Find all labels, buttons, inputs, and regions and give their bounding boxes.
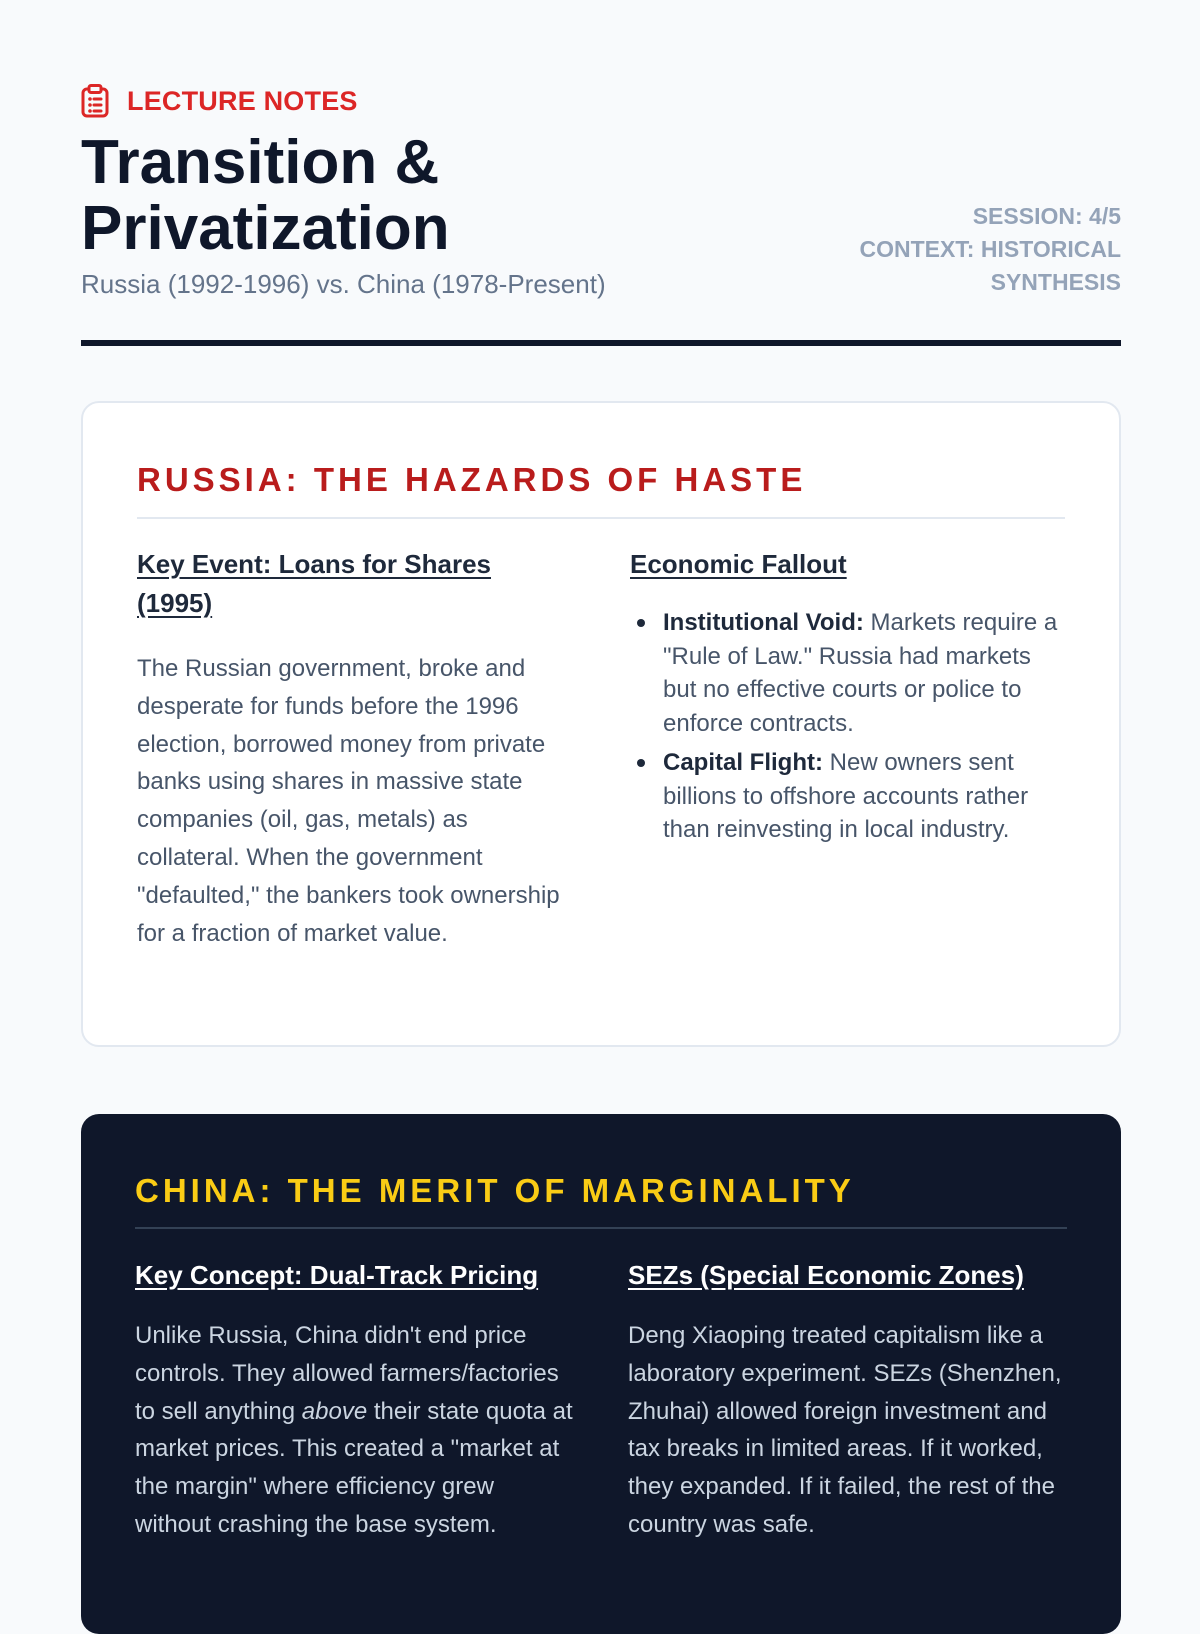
- context-info-line-2: SYNTHESIS: [990, 269, 1121, 295]
- dual-track-text-part-2: their state quota at market prices. This created a "market at the margin" where efficiency grew without crashing the base system.: [135, 1397, 573, 1538]
- china-card: [81, 1114, 1121, 1634]
- china-dual-track-column: [135, 1256, 573, 1544]
- bullet-dot-icon: [637, 619, 645, 627]
- bullet-dot-icon: [637, 759, 645, 767]
- russia-card-title: RUSSIA: THE HAZARDS OF HASTE: [137, 461, 807, 498]
- lecture-notes-label: LECTURE NOTES: [127, 85, 358, 116]
- economic-fallout-heading: Economic Fallout: [630, 549, 847, 579]
- dual-track-heading: Key Concept: Dual-Track Pricing: [135, 1260, 539, 1290]
- russia-divider: [137, 517, 1065, 519]
- session-info: SESSION: 4/5: [972, 203, 1121, 229]
- china-card-title: CHINA: THE MERIT OF MARGINALITY: [135, 1172, 855, 1209]
- key-event-heading: [137, 545, 575, 623]
- key-event-heading-line-2: (1995): [137, 588, 213, 618]
- china-sez-column: [628, 1256, 1066, 1544]
- key-event-text: The Russian government, broke and desperate for funds before the 1996 election, borrowed money from private banks using shares in massive state companies (oil, gas, metals) as collateral. When the government "defaulted," the bankers took ownership for a fraction of market value.: [137, 655, 560, 947]
- header-rule: [81, 340, 1121, 346]
- china-divider: [135, 1227, 1067, 1229]
- bullet-text: Markets require a "Rule of Law." Russia had markets but no effective courts or police to enforce contracts.: [663, 609, 1058, 737]
- page-subtitle: Russia (1992-1996) vs. China (1978-Present): [81, 269, 606, 299]
- russia-fallout-column: [630, 545, 1068, 853]
- clipboard-list-icon: [81, 84, 109, 118]
- sez-text: Deng Xiaoping treated capitalism like a laboratory experiment. SEZs (Shenzhen, Zhuhai) allowed foreign investment and tax breaks in limited areas. If it worked, they expanded. If it failed, the rest of the country was safe.: [628, 1322, 1062, 1538]
- bullet-text: New owners sent billions to offshore accounts rather than reinvesting in local industry.: [663, 749, 1029, 843]
- dual-track-text: [135, 1317, 573, 1544]
- fallout-list: [630, 606, 1068, 847]
- bullet-term: Institutional Void:: [663, 609, 864, 636]
- dual-track-text-part-1: Unlike Russia, China didn't end price controls. They allowed farmers/factories to sell anything: [135, 1322, 559, 1425]
- context-info-line-1: CONTEXT: HISTORICAL: [859, 236, 1121, 262]
- list-item: [630, 606, 1068, 740]
- russia-card: [81, 401, 1121, 1047]
- dual-track-emphasis: above: [301, 1397, 368, 1425]
- title-line-1: Transition &: [81, 128, 440, 197]
- bullet-term: Capital Flight:: [663, 749, 823, 776]
- session-meta: [859, 200, 1121, 299]
- russia-key-event-column: [137, 545, 575, 952]
- key-event-heading-line-1: Key Event: Loans for Shares: [137, 549, 491, 579]
- list-item: [630, 746, 1068, 847]
- sez-heading: SEZs (Special Economic Zones): [628, 1260, 1024, 1290]
- title-line-2: Privatization: [81, 194, 450, 263]
- section-label: [81, 84, 1121, 118]
- page-header: [81, 84, 1121, 300]
